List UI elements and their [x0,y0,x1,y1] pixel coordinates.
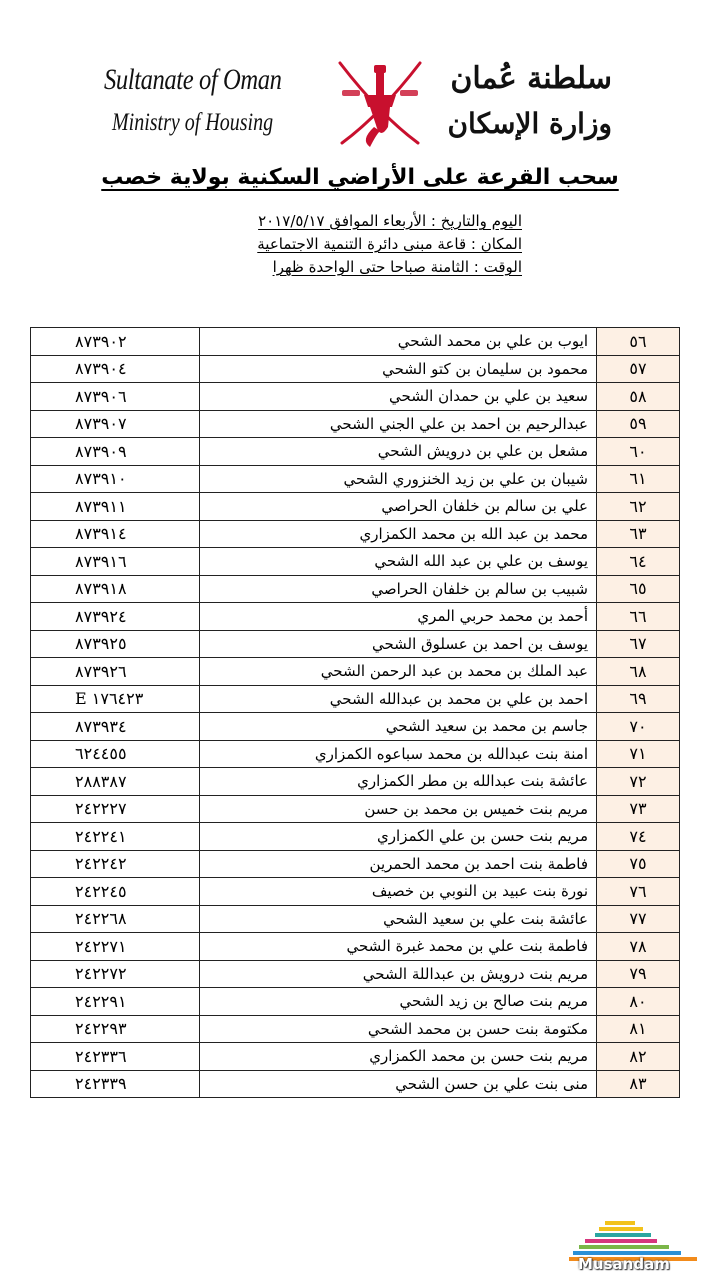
row-code: ٨٧٣٩٣٤ [31,713,200,741]
row-code: ٢٤٢٢٤١ [31,823,200,851]
table-row [31,520,680,548]
row-code: ٨٧٣٩٢٦ [31,658,200,686]
table-row [31,410,680,438]
row-code: ٢٤٢٣٣٩ [31,1070,200,1098]
row-name: عائشة بنت عبدالله بن مطر الكمزاري [200,768,597,796]
row-name: علي بن سالم بن خلفان الحراصي [200,493,597,521]
table-row [31,850,680,878]
table-row [31,438,680,466]
row-name: محمد بن عبد الله بن محمد الكمزاري [200,520,597,548]
row-code: ٨٧٣٩٠٩ [31,438,200,466]
table-row [31,355,680,383]
row-number: ٥٨ [597,383,680,411]
row-code: ٦٢٤٤٥٥ [31,740,200,768]
row-name: محمود بن سليمان بن كتو الشحي [200,355,597,383]
event-info [257,210,522,279]
row-code: ٨٧٣٩٢٥ [31,630,200,658]
row-number: ٥٧ [597,355,680,383]
row-name: مكتومة بنت حسن بن محمد الشحي [200,1015,597,1043]
row-name: ايوب بن علي بن محمد الشحي [200,328,597,356]
table-row [31,658,680,686]
row-number: ٧٩ [597,960,680,988]
sultanate-label: Sultanate of Oman [104,63,282,96]
row-name: عائشة بنت علي بن سعيد الشحي [200,905,597,933]
table-row [31,933,680,961]
row-number: ٦٤ [597,548,680,576]
row-code: ٨٧٣٩١١ [31,493,200,521]
row-number: ٧٠ [597,713,680,741]
row-code: ٢٤٢٣٣٦ [31,1043,200,1071]
table-row [31,1015,680,1043]
table-row [31,1070,680,1098]
row-number: ٨٣ [597,1070,680,1098]
row-number: ٦٦ [597,603,680,631]
table-row [31,1043,680,1071]
row-number: ٦٠ [597,438,680,466]
row-number: ٦٥ [597,575,680,603]
row-name: يوسف بن علي بن عبد الله الشحي [200,548,597,576]
ministry-label: Ministry of Housing [112,109,274,136]
event-time: الوقت : الثامنة صباحا حتى الواحدة ظهرا [272,258,522,276]
row-code: ٨٧٣٩٠٤ [31,355,200,383]
row-name: نورة بنت عبيد بن النوبي بن خصيف [200,878,597,906]
row-code: ٨٧٣٩١٤ [31,520,200,548]
row-code: ٢٤٢٢٤٢ [31,850,200,878]
row-code: ٢٤٢٢٩١ [31,988,200,1016]
sultanate-arabic-label: سلطنة عُمان [450,61,612,96]
row-number: ٦٧ [597,630,680,658]
table-row [31,960,680,988]
row-number: ٨٠ [597,988,680,1016]
table-row [31,795,680,823]
row-code: ٨٧٣٩٢٤ [31,603,200,631]
row-number: ٧٨ [597,933,680,961]
row-code: ٢٤٢٢٧١ [31,933,200,961]
table-row [31,383,680,411]
table-row [31,988,680,1016]
row-code: ٨٧٣٩١٠ [31,465,200,493]
row-number: ٥٩ [597,410,680,438]
row-number: ٦٨ [597,658,680,686]
row-name: مشعل بن علي بن درويش الشحي [200,438,597,466]
row-name: احمد بن علي بن محمد بن عبدالله الشحي [200,685,597,713]
row-code: ٢٨٨٣٨٧ [31,768,200,796]
row-number: ٥٦ [597,328,680,356]
row-code: ٢٤٢٢٢٧ [31,795,200,823]
row-number: ٧٧ [597,905,680,933]
row-name: مريم بنت حسن بن علي الكمزاري [200,823,597,851]
ministry-arabic-label: وزارة الإسكان [447,107,612,140]
row-name: شبيب بن سالم بن خلفان الحراصي [200,575,597,603]
row-name: امنة بنت عبدالله بن محمد سباعوه الكمزاري [200,740,597,768]
row-code: ٨٧٣٩١٨ [31,575,200,603]
row-code: ٨٧٣٩٠٧ [31,410,200,438]
row-name: مريم بنت خميس بن محمد بن حسن [200,795,597,823]
row-name: فاطمة بنت علي بن محمد غبرة الشحي [200,933,597,961]
row-name: مريم بنت صالح بن زيد الشحي [200,988,597,1016]
row-number: ٦٩ [597,685,680,713]
table-row [31,740,680,768]
table-row [31,713,680,741]
watermark-label: Musandam [578,1255,670,1273]
header-arabic [412,60,612,142]
row-name: شيبان بن علي بن زيد الخنزوري الشحي [200,465,597,493]
row-code: ٢٤٢٢٩٣ [31,1015,200,1043]
table-row [31,905,680,933]
row-name: أحمد بن محمد حربي المري [200,603,597,631]
results-table [30,327,680,1098]
title-text: سحب القرعة على الأراضي السكنية بولاية خصب [101,165,619,190]
row-number: ٨١ [597,1015,680,1043]
row-code: ٢٤٢٢٤٥ [31,878,200,906]
table-row [31,493,680,521]
row-name: مريم بنت درويش بن عبداللة الشحي [200,960,597,988]
header-english [104,62,324,138]
row-name: يوسف بن احمد بن عسلوق الشحي [200,630,597,658]
row-name: عبد الملك بن محمد بن عبد الرحمن الشحي [200,658,597,686]
table-row [31,465,680,493]
table-row [31,768,680,796]
row-code: ٨٧٣٩١٦ [31,548,200,576]
row-number: ٧١ [597,740,680,768]
row-number: ٦٣ [597,520,680,548]
table-row [31,630,680,658]
table-row [31,575,680,603]
row-number: ٧٣ [597,795,680,823]
table-row [31,878,680,906]
row-name: سعيد بن علي بن حمدان الشحي [200,383,597,411]
row-number: ٧٢ [597,768,680,796]
row-number: ٨٢ [597,1043,680,1071]
event-date: اليوم والتاريخ : الأربعاء الموافق ٢٠١٧/٥/١٧ [258,212,522,230]
row-code: ٢٤٢٢٧٢ [31,960,200,988]
row-number: ٧٤ [597,823,680,851]
table-row [31,685,680,713]
table-row [31,603,680,631]
row-name: عبدالرحيم بن احمد بن علي الجني الشحي [200,410,597,438]
row-code: ٨٧٣٩٠٦ [31,383,200,411]
row-name: فاطمة بنت احمد بن محمد الحمرين [200,850,597,878]
table-row [31,548,680,576]
row-number: ٦٢ [597,493,680,521]
row-number: ٧٥ [597,850,680,878]
row-code: ٢٤٢٢٦٨ [31,905,200,933]
row-number: ٧٦ [597,878,680,906]
row-number: ٦١ [597,465,680,493]
row-name: جاسم بن محمد بن سعيد الشحي [200,713,597,741]
page-title [0,165,720,190]
event-place: المكان : قاعة مبنى دائرة التنمية الاجتماعية [257,235,522,253]
row-name: مريم بنت حسن بن محمد الكمزاري [200,1043,597,1071]
row-name: منى بنت علي بن حسن الشحي [200,1070,597,1098]
row-code: ٨٧٣٩٠٢ [31,328,200,356]
table-row [31,823,680,851]
table-row [31,328,680,356]
row-code: E ١٧٦٤٢٣ [31,685,200,713]
